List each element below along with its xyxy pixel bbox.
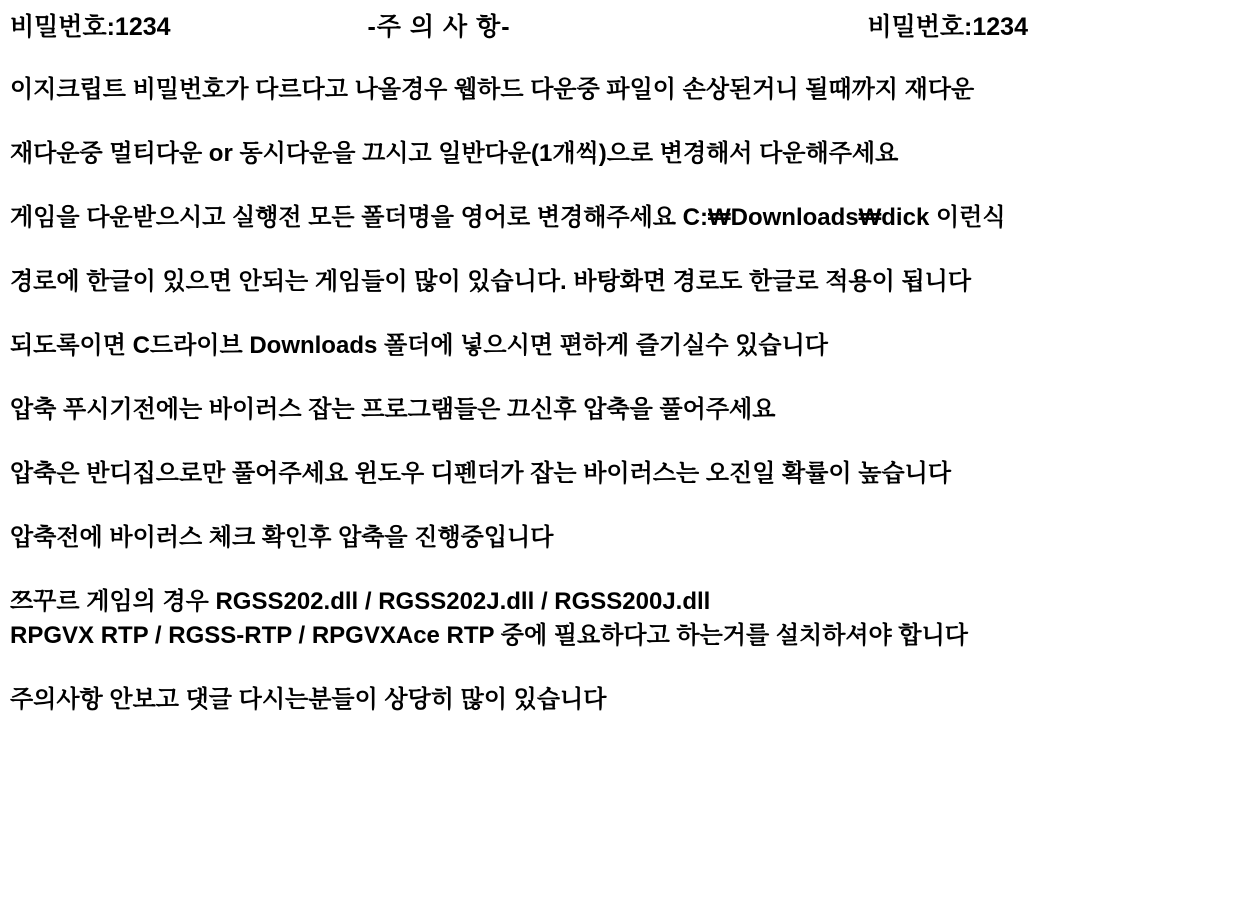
notice-line: 압축은 반디집으로만 풀어주세요 윈도우 디펜더가 잡는 바이러스는 오진일 확률이 높습니다 [10, 460, 952, 487]
document-header [8, 12, 1238, 42]
notice-line: 주의사항 안보고 댓글 다시는분들이 상당히 많이 있습니다 [10, 686, 607, 713]
notice-line: 경로에 한글이 있으면 안되는 게임들이 많이 있습니다. 바탕화면 경로도 한글로 적용이 됩니다 [10, 268, 972, 295]
notice-line: RPGVX RTP / RGSS-RTP / RPGVXAce RTP 중에 필요하다고 하는거를 설치하셔야 합니다 [10, 622, 968, 649]
password-right: 비밀번호:1234 [867, 13, 1028, 41]
notice-line: 되도록이면 C드라이브 Downloads 폴더에 넣으시면 편하게 즐기실수 있습니다 [10, 332, 828, 359]
notice-line: 쯔꾸르 게임의 경우 RGSS202.dll / RGSS202J.dll / RGSS200J.dll [10, 588, 711, 615]
notice-line: 압축 푸시기전에는 바이러스 잡는 프로그램들은 끄신후 압축을 풀어주세요 [10, 396, 776, 423]
password-left: 비밀번호:1234 [10, 13, 171, 41]
notice-line: 압축전에 바이러스 체크 확인후 압축을 진행중입니다 [10, 524, 554, 551]
notice-line: 재다운중 멀티다운 or 동시다운을 끄시고 일반다운(1개씩)으로 변경해서 다운해주세요 [10, 140, 899, 167]
notice-line: 게임을 다운받으시고 실행전 모든 폴더명을 영어로 변경해주세요 C:₩Downloads₩dick 이런식 [10, 204, 1006, 231]
page-title: -주 의 사 항- [367, 13, 511, 41]
notice-line: 이지크립트 비밀번호가 다르다고 나올경우 웹하드 다운중 파일이 손상된거니 될때까지 재다운 [10, 76, 975, 103]
